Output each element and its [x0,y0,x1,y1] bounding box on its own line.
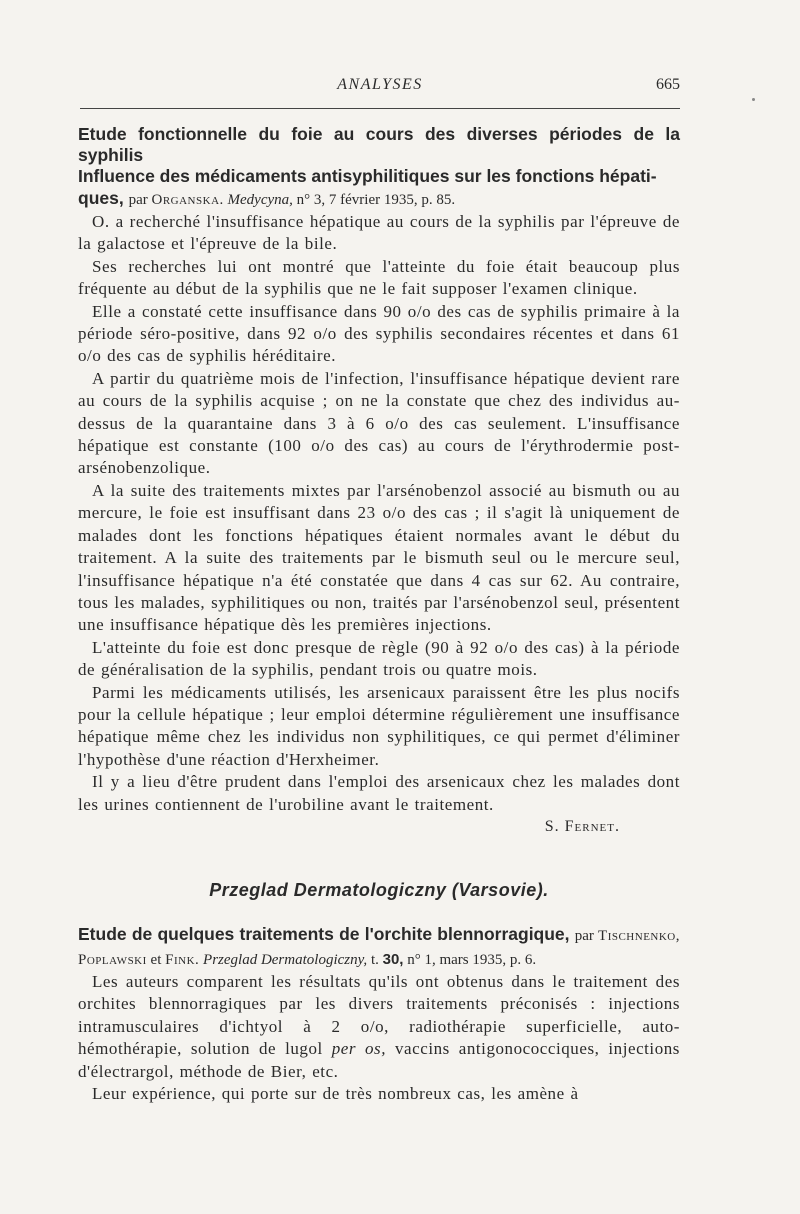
article-2-citation-post: n° 1, mars 1935, p. 6. [407,951,537,968]
article-2-author-3: Fink. [165,951,200,968]
article-2-and: et [150,951,162,968]
header-rule [80,108,680,109]
article-1-signature: S. Fernet. [544,817,620,835]
article-1-author: Organska. [151,192,224,208]
article-1-paragraph: Il y a lieu d'être prudent dans l'emploi des arsenicaux chez les malades dont les urines contiennent de l'urobiline avant le traitement. [78,772,680,814]
article-2-journal: Przeglad Dermatologiczny, [203,951,368,968]
article-2-paragraph-1b: vaccins antigonococciques, injections d'électrargol, méthode de Bier, etc. [78,1039,680,1081]
article-1-paragraph: O. a recherché l'insuffisance hépatique au cours de la syphilis par l'épreuve de la galactose et l'épreuve de la bile. [78,212,680,254]
article-2-author-1: Tischnenko, [598,927,680,944]
page-number: 665 [656,76,680,93]
article-2-by: par [574,927,594,944]
running-title: ANALYSES [337,76,423,93]
page-header [80,76,680,100]
article-2-paragraph: Leur expérience, qui porte sur de très nombreux cas, les amène à [92,1084,579,1103]
article-2-body [78,971,680,1105]
article-1-title-end: ques, [78,188,124,208]
article-2-paragraph-1a: Les auteurs comparent les résultats qu'ils ont obtenus dans le traitement des orchites blennorragiques par les divers traitements préconisés : injections intramusculaires d'ichtyol à 2 o/o, radiothérapie superficielle, auto-hémothérapie, solution de lugol [78,971,680,1059]
article-1-paragraph: Ses recherches lui ont montré que l'atteinte du foie était beaucoup plus fréquente au début de la syphilis que ne le fait supposer l'examen clinique. [78,256,680,299]
margin-speck [752,98,755,101]
article-1-paragraph: A partir du quatrième mois de l'infection, l'insuffisance hépatique devient rare au cours de la syphilis acquise ; on ne la constate que chez des individus au-dessus de la quarantaine dans 3 à 6 o/o des cas seulement. L'insuffisance hépatique est constante (100 o/o des cas) au cours de l'érythrodermie post-arsénobenzolique. [78,368,680,478]
article-1-paragraph: L'atteinte du foie est donc presque de règle (90 à 92 o/o des cas) à la période de généralisation de la syphilis, pendant trois ou quatre mois. [78,637,680,680]
article-2-paragraph [78,971,680,1083]
section-heading: Przeglad Dermatologiczny (Varsovie). [209,879,549,900]
article-2-title-text: Etude de quelques traitements de l'orchite blennorragique, [78,923,570,944]
page-content [78,124,680,1105]
article-1-byline [78,187,680,211]
article-2-volume: 30, [382,950,404,968]
article-2-paragraph-1-italic: per os, [331,1039,387,1059]
article-1-by: par [128,192,148,208]
article-1-journal: Medycyna, [227,192,293,208]
article-2-citation-pre: t. [370,951,379,968]
article-1-title [78,124,680,187]
article-1-paragraph: Elle a constaté cette insuffisance dans 90 o/o des cas de syphilis primaire à la période séro-positive, dans 92 o/o des syphilis secondaires récentes et dans 61 o/o des cas de syphilis héréditaire. [78,301,680,366]
article-1-title-line-2: Influence des médicaments antisyphilitiques sur les fonctions hépati- [78,166,657,186]
article-1-paragraph: A la suite des traitements mixtes par l'arsénobenzol associé au bismuth ou au mercure, le foie est insuffisant dans 23 o/o des cas ; il s'agit là uniquement de malades dont les fonctions hépatiques étaient normales avant le début du traitement. A la suite des traitements par le bismuth seul ou le mercure seul, l'insuffisance hépatique n'a été constatée que dans 4 cas sur 62. Au contraire, tous les malades, syphilitiques ou non, traités par l'arsénobenzol seul, présentent une insuffisance hépatique dès les premières injections. [78,480,680,635]
article-1-paragraph: Parmi les médicaments utilisés, les arsenicaux paraissent être les plus nocifs pour la cellule hépatique ; leur emploi détermine régulièrement une insuffisance hépatique même chez les individus non syphilitiques, ce qui permet d'éliminer l'hypothèse d'une réaction d'Herxheimer. [78,682,680,769]
article-1-body [78,211,680,816]
article-1-title-line-1: Etude fonctionnelle du foie au cours des diverses périodes de la syphilis [78,124,680,165]
article-2-author-2: Poplawski [78,951,147,968]
article-1-citation: n° 3, 7 février 1935, p. 85. [296,192,456,208]
article-2-title [78,923,680,971]
